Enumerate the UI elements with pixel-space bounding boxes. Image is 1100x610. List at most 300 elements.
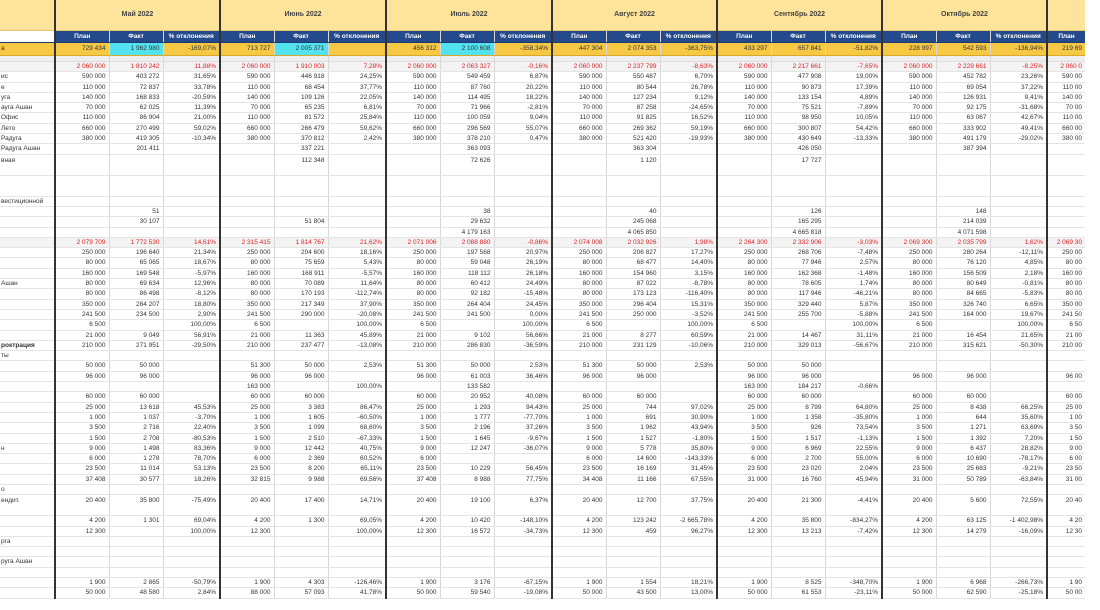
table-cell[interactable]: 114 495 [440, 92, 494, 102]
table-cell[interactable]: 1 554 [606, 578, 660, 588]
table-cell[interactable]: 37,22% [990, 82, 1047, 92]
table-cell[interactable]: 41,78% [328, 588, 386, 598]
table-cell[interactable]: 59,62% [328, 123, 386, 133]
table-cell[interactable]: 96 000 [606, 371, 660, 381]
table-cell[interactable]: -67,15% [494, 578, 552, 588]
table-cell[interactable]: 25 000 [717, 402, 771, 412]
table-cell[interactable]: 6 00 [1047, 454, 1085, 464]
table-cell[interactable]: 110 000 [55, 113, 109, 123]
table-cell[interactable]: 1 772 530 [109, 237, 163, 247]
table-cell[interactable]: 36,46% [494, 371, 552, 381]
column-header[interactable]: % отклонения [660, 31, 717, 43]
table-cell[interactable] [109, 227, 163, 237]
table-cell[interactable]: 60 000 [771, 392, 825, 402]
table-cell[interactable]: 48 580 [109, 588, 163, 598]
table-cell[interactable]: 2 060 000 [220, 62, 274, 72]
table-cell[interactable] [494, 227, 552, 237]
table-cell[interactable]: 70 00 [1047, 103, 1085, 113]
table-cell[interactable] [55, 144, 109, 154]
table-cell[interactable] [936, 351, 990, 361]
table-cell[interactable] [494, 217, 552, 227]
table-cell[interactable]: 50 000 [440, 361, 494, 371]
table-cell[interactable] [328, 206, 386, 216]
table-cell[interactable]: 51 804 [274, 217, 328, 227]
table-cell[interactable] [109, 547, 163, 557]
table-cell[interactable]: 13,00% [660, 588, 717, 598]
table-cell[interactable]: 23 020 [771, 464, 825, 474]
table-cell[interactable]: 60 000 [882, 392, 936, 402]
table-cell[interactable]: 96 00 [1047, 371, 1085, 381]
table-cell[interactable] [660, 196, 717, 206]
table-cell[interactable]: 6 968 [936, 578, 990, 588]
table-cell[interactable]: 68 477 [606, 258, 660, 268]
table-cell[interactable]: 2,84% [163, 588, 220, 598]
table-cell[interactable]: 91 825 [606, 113, 660, 123]
table-cell[interactable]: 20,22% [494, 82, 552, 92]
row-label-cell[interactable] [0, 454, 55, 464]
table-cell[interactable]: 50 000 [274, 361, 328, 371]
table-cell[interactable]: -23,11% [825, 588, 882, 598]
table-cell[interactable] [1047, 557, 1085, 567]
table-cell[interactable]: 40 [606, 206, 660, 216]
table-cell[interactable]: -5,57% [328, 268, 386, 278]
table-cell[interactable]: 241 500 [440, 309, 494, 319]
table-cell[interactable] [552, 547, 606, 557]
table-cell[interactable] [440, 557, 494, 567]
table-cell[interactable]: 100,00% [990, 320, 1047, 330]
table-cell[interactable]: 92 182 [440, 289, 494, 299]
row-label-cell[interactable]: е [0, 82, 55, 92]
table-cell[interactable]: -50,30% [990, 340, 1047, 350]
table-cell[interactable]: 80 000 [386, 279, 440, 289]
table-cell[interactable] [717, 567, 771, 577]
table-cell[interactable]: 217 349 [274, 299, 328, 309]
table-cell[interactable]: 250 000 [552, 248, 606, 258]
table-cell[interactable]: 1 900 [55, 578, 109, 588]
row-label-cell[interactable] [0, 392, 55, 402]
table-cell[interactable]: 70 000 [220, 103, 274, 113]
table-cell[interactable] [109, 196, 163, 206]
row-label-cell[interactable] [0, 526, 55, 536]
table-cell[interactable] [386, 536, 440, 546]
table-cell[interactable]: 206 827 [606, 248, 660, 258]
table-cell[interactable] [163, 392, 220, 402]
row-label-cell[interactable]: ис [0, 72, 55, 82]
table-cell[interactable]: 60 412 [440, 279, 494, 289]
table-cell[interactable] [163, 351, 220, 361]
table-cell[interactable] [494, 351, 552, 361]
table-cell[interactable] [717, 227, 771, 237]
table-cell[interactable] [990, 196, 1047, 206]
table-cell[interactable]: -80,53% [163, 433, 220, 443]
table-cell[interactable]: 4 200 [882, 516, 936, 526]
table-cell[interactable]: 26,18% [494, 268, 552, 278]
table-cell[interactable]: 590 000 [386, 72, 440, 82]
table-cell[interactable] [163, 557, 220, 567]
table-cell[interactable]: 241 500 [882, 309, 936, 319]
table-cell[interactable]: 14 600 [606, 454, 660, 464]
table-cell[interactable] [882, 382, 936, 392]
table-cell[interactable]: 96 000 [55, 371, 109, 381]
table-cell[interactable]: 51 300 [220, 361, 274, 371]
table-cell[interactable]: 241 500 [220, 309, 274, 319]
table-cell[interactable] [882, 144, 936, 154]
row-label-cell[interactable] [0, 588, 55, 598]
table-cell[interactable] [552, 484, 606, 494]
table-cell[interactable]: 80 000 [386, 289, 440, 299]
table-cell[interactable]: 23,26% [990, 72, 1047, 82]
table-cell[interactable] [660, 144, 717, 154]
table-cell[interactable]: 350 000 [55, 299, 109, 309]
table-cell[interactable]: 245 068 [606, 217, 660, 227]
table-cell[interactable]: 7,28% [328, 62, 386, 72]
table-cell[interactable]: 140 000 [55, 92, 109, 102]
table-cell[interactable]: 90 873 [771, 82, 825, 92]
table-cell[interactable]: 11 166 [606, 474, 660, 484]
table-cell[interactable]: -29,02% [990, 134, 1047, 144]
table-cell[interactable]: 80 000 [552, 289, 606, 299]
table-cell[interactable] [274, 382, 328, 392]
table-cell[interactable] [220, 217, 274, 227]
table-cell[interactable]: -15,48% [494, 289, 552, 299]
table-cell[interactable] [494, 382, 552, 392]
table-cell[interactable]: 1 120 [606, 154, 660, 175]
table-cell[interactable]: 350 000 [386, 299, 440, 309]
table-cell[interactable]: 23 500 [552, 464, 606, 474]
table-cell[interactable]: 1 500 [386, 433, 440, 443]
table-cell[interactable] [55, 206, 109, 216]
table-cell[interactable] [494, 547, 552, 557]
table-cell[interactable]: -0,66% [825, 382, 882, 392]
table-cell[interactable]: 1,98% [660, 237, 717, 247]
table-cell[interactable]: 56,45% [494, 464, 552, 474]
row-label-cell[interactable]: ендит. [0, 495, 55, 516]
table-cell[interactable]: 20,97% [494, 248, 552, 258]
table-cell[interactable]: 9,04% [494, 113, 552, 123]
table-cell[interactable] [990, 144, 1047, 154]
table-cell[interactable] [990, 227, 1047, 237]
table-cell[interactable] [1047, 227, 1085, 237]
table-cell[interactable]: 2,53% [328, 361, 386, 371]
table-cell[interactable] [771, 536, 825, 546]
table-cell[interactable] [328, 547, 386, 557]
table-cell[interactable]: 65 235 [274, 103, 328, 113]
table-cell[interactable]: 118 112 [440, 268, 494, 278]
table-cell[interactable] [328, 567, 386, 577]
table-cell[interactable]: 237 477 [274, 340, 328, 350]
table-cell[interactable]: 123 242 [606, 516, 660, 526]
table-cell[interactable]: 2 196 [440, 423, 494, 433]
table-cell[interactable]: 459 [606, 526, 660, 536]
table-cell[interactable] [660, 557, 717, 567]
table-cell[interactable]: 1 099 [274, 423, 328, 433]
table-cell[interactable]: 644 [936, 412, 990, 422]
table-cell[interactable] [163, 154, 220, 175]
table-cell[interactable]: 16 454 [936, 330, 990, 340]
table-cell[interactable]: 26,78% [660, 82, 717, 92]
table-cell[interactable]: 250 00 [1047, 248, 1085, 258]
table-cell[interactable] [109, 320, 163, 330]
table-cell[interactable]: -78,17% [990, 454, 1047, 464]
table-cell[interactable]: 4 665 818 [771, 227, 825, 237]
table-cell[interactable]: 1 300 [274, 516, 328, 526]
table-cell[interactable]: 42,67% [990, 113, 1047, 123]
table-cell[interactable]: 4 200 [552, 516, 606, 526]
row-label-cell[interactable]: Офис [0, 113, 55, 123]
table-cell[interactable]: 549 459 [440, 72, 494, 82]
table-cell[interactable]: 23 50 [1047, 464, 1085, 474]
table-cell[interactable]: 21 000 [882, 330, 936, 340]
table-cell[interactable]: 296 569 [440, 123, 494, 133]
table-cell[interactable]: 9 049 [109, 330, 163, 340]
table-cell[interactable]: 10 420 [440, 516, 494, 526]
table-cell[interactable]: -169,07% [163, 43, 220, 56]
table-cell[interactable]: 50 000 [717, 588, 771, 598]
table-cell[interactable]: 59,19% [660, 123, 717, 133]
table-cell[interactable]: 350 00 [1047, 299, 1085, 309]
table-cell[interactable]: 6 500 [386, 320, 440, 330]
table-cell[interactable]: 80 00 [1047, 279, 1085, 289]
table-cell[interactable]: 1 293 [440, 402, 494, 412]
row-label-cell[interactable] [0, 433, 55, 443]
row-label-cell[interactable] [0, 516, 55, 526]
table-cell[interactable]: 210 000 [882, 340, 936, 350]
table-cell[interactable]: -10,34% [163, 134, 220, 144]
table-cell[interactable]: 3 500 [717, 423, 771, 433]
table-cell[interactable]: 56,66% [494, 330, 552, 340]
table-cell[interactable] [274, 227, 328, 237]
table-cell[interactable] [440, 454, 494, 464]
table-cell[interactable]: 2 264 300 [717, 237, 771, 247]
row-label-cell[interactable] [0, 567, 55, 577]
table-cell[interactable] [825, 144, 882, 154]
table-cell[interactable]: 452 782 [936, 72, 990, 82]
table-cell[interactable]: -3,03% [825, 237, 882, 247]
table-cell[interactable]: 4 20 [1047, 516, 1085, 526]
table-cell[interactable]: 4 303 [274, 578, 328, 588]
table-cell[interactable]: -2 665,78% [660, 516, 717, 526]
table-cell[interactable]: 9 000 [552, 443, 606, 453]
table-cell[interactable]: 31 000 [717, 474, 771, 484]
table-cell[interactable]: 100,00% [825, 320, 882, 330]
table-cell[interactable]: 6 000 [717, 454, 771, 464]
table-cell[interactable]: 60 000 [386, 392, 440, 402]
table-cell[interactable] [109, 557, 163, 567]
table-cell[interactable]: 60 000 [109, 392, 163, 402]
table-cell[interactable] [494, 536, 552, 546]
table-cell[interactable]: 15,31% [660, 299, 717, 309]
table-cell[interactable]: 126 931 [936, 92, 990, 102]
row-label-cell[interactable]: вная [0, 154, 55, 175]
table-cell[interactable]: -2,81% [494, 103, 552, 113]
table-cell[interactable] [825, 206, 882, 216]
table-cell[interactable]: 72,55% [990, 495, 1047, 516]
table-cell[interactable] [882, 154, 936, 175]
table-cell[interactable]: 55,00% [825, 454, 882, 464]
table-cell[interactable]: 96 000 [717, 371, 771, 381]
table-cell[interactable]: 12 300 [386, 526, 440, 536]
table-cell[interactable]: -148,10% [494, 516, 552, 526]
column-header[interactable]: План [220, 31, 274, 43]
table-cell[interactable] [936, 567, 990, 577]
table-cell[interactable]: 60 000 [717, 392, 771, 402]
table-cell[interactable] [220, 557, 274, 567]
table-cell[interactable]: 62 590 [936, 588, 990, 598]
table-cell[interactable]: 92 175 [936, 103, 990, 113]
table-cell[interactable] [660, 567, 717, 577]
table-cell[interactable]: 4 200 [386, 516, 440, 526]
column-header[interactable]: План [55, 31, 109, 43]
table-cell[interactable]: 6,37% [494, 495, 552, 516]
table-cell[interactable]: 78 605 [771, 279, 825, 289]
table-cell[interactable] [660, 154, 717, 175]
table-cell[interactable]: 2 071 006 [386, 237, 440, 247]
table-cell[interactable]: 59 540 [440, 588, 494, 598]
table-cell[interactable]: 2 074 353 [606, 43, 660, 56]
table-cell[interactable] [328, 144, 386, 154]
table-cell[interactable]: 96 000 [386, 371, 440, 381]
table-cell[interactable]: 197 568 [440, 248, 494, 258]
table-cell[interactable] [552, 351, 606, 361]
table-cell[interactable]: 9 00 [1047, 443, 1085, 453]
table-cell[interactable]: 290 000 [274, 309, 328, 319]
table-cell[interactable]: 112 348 [274, 154, 328, 175]
table-cell[interactable]: 160 000 [882, 268, 936, 278]
table-cell[interactable] [771, 175, 825, 196]
table-cell[interactable]: 14 467 [771, 330, 825, 340]
table-cell[interactable]: 491 179 [936, 134, 990, 144]
table-cell[interactable]: 2 716 [109, 423, 163, 433]
table-cell[interactable] [55, 351, 109, 361]
row-label-cell[interactable]: а [0, 43, 55, 56]
row-label-cell[interactable] [0, 268, 55, 278]
table-cell[interactable]: 100 059 [440, 113, 494, 123]
table-cell[interactable]: 1 50 [1047, 433, 1085, 443]
table-cell[interactable]: 51 300 [552, 361, 606, 371]
table-cell[interactable] [606, 484, 660, 494]
table-cell[interactable]: 100,00% [328, 320, 386, 330]
table-cell[interactable]: 329 013 [771, 340, 825, 350]
table-cell[interactable]: 350 000 [717, 299, 771, 309]
table-cell[interactable]: 2 005 371 [274, 43, 328, 56]
table-cell[interactable]: 333 902 [936, 123, 990, 133]
table-cell[interactable]: 80 000 [882, 279, 936, 289]
table-cell[interactable]: -7,89% [825, 103, 882, 113]
row-label-cell[interactable] [0, 258, 55, 268]
table-cell[interactable]: 26,19% [494, 258, 552, 268]
table-cell[interactable]: 80 000 [717, 258, 771, 268]
table-cell[interactable]: 11,64% [328, 279, 386, 289]
table-cell[interactable] [328, 557, 386, 567]
table-cell[interactable]: -24,65% [660, 103, 717, 113]
table-cell[interactable]: 34 408 [552, 474, 606, 484]
table-cell[interactable] [440, 320, 494, 330]
table-cell[interactable]: -75,49% [163, 495, 220, 516]
table-cell[interactable]: 2 510 [274, 433, 328, 443]
table-cell[interactable] [882, 557, 936, 567]
table-cell[interactable]: 21 000 [386, 330, 440, 340]
table-cell[interactable]: 20 952 [440, 392, 494, 402]
table-cell[interactable] [825, 557, 882, 567]
table-cell[interactable]: 70 000 [552, 103, 606, 113]
table-cell[interactable] [494, 175, 552, 196]
table-cell[interactable]: 60 000 [552, 392, 606, 402]
table-cell[interactable]: 6 500 [882, 320, 936, 330]
table-cell[interactable]: 140 000 [717, 92, 771, 102]
table-cell[interactable]: 169 548 [109, 268, 163, 278]
row-label-cell[interactable] [0, 382, 55, 392]
table-cell[interactable]: 28,82% [990, 443, 1047, 453]
table-cell[interactable]: -50,79% [163, 578, 220, 588]
table-cell[interactable]: 20 40 [1047, 495, 1085, 516]
table-cell[interactable] [771, 320, 825, 330]
table-cell[interactable]: 21,34% [163, 248, 220, 258]
table-cell[interactable]: 80 000 [552, 258, 606, 268]
table-cell[interactable]: 96 000 [771, 371, 825, 381]
row-label-cell[interactable]: ты [0, 351, 55, 361]
table-cell[interactable]: 380 000 [717, 134, 771, 144]
table-cell[interactable] [328, 371, 386, 381]
row-label-cell[interactable]: руга Ашан [0, 557, 55, 567]
table-cell[interactable]: 18,16% [328, 248, 386, 258]
row-label-cell[interactable]: роктрация [0, 340, 55, 350]
table-cell[interactable] [717, 196, 771, 206]
table-cell[interactable]: 25,84% [328, 113, 386, 123]
table-cell[interactable]: 140 000 [386, 92, 440, 102]
table-cell[interactable]: -12,11% [990, 248, 1047, 258]
table-cell[interactable]: 9 102 [440, 330, 494, 340]
table-cell[interactable] [990, 175, 1047, 196]
table-cell[interactable]: 96 000 [220, 371, 274, 381]
row-label-cell[interactable] [0, 206, 55, 216]
table-cell[interactable] [163, 206, 220, 216]
table-cell[interactable]: 1 500 [55, 433, 109, 443]
table-cell[interactable]: 660 000 [55, 123, 109, 133]
table-cell[interactable]: 6 437 [936, 443, 990, 453]
table-cell[interactable]: -1,80% [660, 433, 717, 443]
table-cell[interactable]: 18,26% [163, 474, 220, 484]
table-cell[interactable] [606, 382, 660, 392]
table-cell[interactable]: -358,34% [494, 43, 552, 56]
table-cell[interactable] [660, 371, 717, 381]
table-cell[interactable] [109, 382, 163, 392]
table-cell[interactable] [1047, 382, 1085, 392]
table-cell[interactable] [55, 557, 109, 567]
table-cell[interactable]: 109 126 [274, 92, 328, 102]
table-cell[interactable]: 54,42% [825, 123, 882, 133]
table-cell[interactable] [494, 154, 552, 175]
row-label-cell[interactable] [0, 474, 55, 484]
table-cell[interactable]: 133 154 [771, 92, 825, 102]
table-cell[interactable]: 60 00 [1047, 392, 1085, 402]
table-cell[interactable]: 37,77% [328, 82, 386, 92]
table-cell[interactable]: 2 332 906 [771, 237, 825, 247]
table-cell[interactable]: 660 000 [552, 123, 606, 133]
table-cell[interactable] [882, 227, 936, 237]
table-cell[interactable]: 80 000 [882, 289, 936, 299]
table-cell[interactable] [1047, 351, 1085, 361]
table-cell[interactable] [386, 567, 440, 577]
table-cell[interactable]: -16,09% [990, 526, 1047, 536]
table-cell[interactable]: 4 200 [220, 516, 274, 526]
row-label-cell[interactable]: уга [0, 92, 55, 102]
table-cell[interactable]: 2 060 000 [552, 62, 606, 72]
table-cell[interactable]: 156 509 [936, 268, 990, 278]
table-cell[interactable] [606, 351, 660, 361]
table-cell[interactable]: 1 517 [771, 433, 825, 443]
table-cell[interactable] [440, 547, 494, 557]
table-cell[interactable]: 80 00 [1047, 258, 1085, 268]
